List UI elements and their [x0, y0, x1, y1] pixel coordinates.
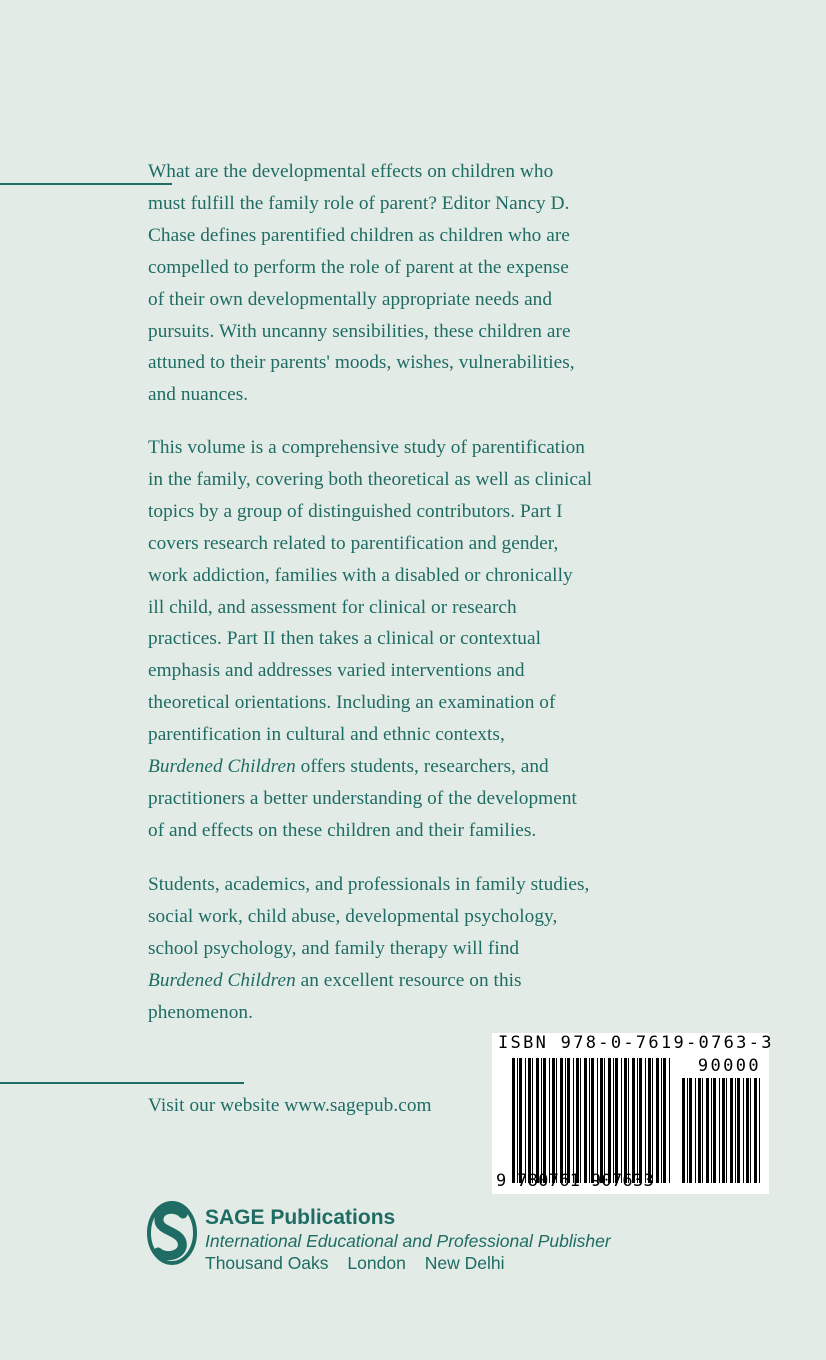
isbn-label: ISBN 978-0-7619-0763-3: [498, 1033, 774, 1053]
barcode-bar: [613, 1058, 614, 1183]
book-title: Burdened Children: [148, 969, 296, 991]
barcode-bar: [580, 1058, 581, 1183]
barcode-bar: [713, 1078, 716, 1183]
text-line: and nuances.: [148, 384, 249, 406]
barcode-bar: [682, 1078, 685, 1183]
text-line: covers research related to parentification and gender,: [148, 532, 559, 554]
barcode-bar: [589, 1058, 590, 1183]
barcode-bar: [517, 1058, 518, 1183]
barcode-bar: [645, 1058, 646, 1183]
text-line: of their own developmentally appropriate needs and: [148, 288, 553, 310]
text-line: parentification in cultural and ethnic contexts,: [148, 724, 505, 746]
city: London: [347, 1253, 406, 1273]
description-paragraph-2: [148, 432, 688, 847]
barcode-bar: [541, 1058, 542, 1183]
barcode-bar: [652, 1058, 653, 1183]
barcode-bar: [567, 1058, 570, 1183]
barcode-bar: [512, 1058, 515, 1183]
text-line: social work, child abuse, developmental psychology,: [148, 905, 558, 927]
description-paragraph-3: [148, 869, 688, 1029]
barcode-bar: [556, 1058, 557, 1183]
barcode-bar: [543, 1058, 546, 1183]
text-fragment: offers students, researchers, and: [295, 756, 549, 778]
barcode-bar: [702, 1078, 703, 1183]
text-line: practices. Part II then takes a clinical or contextual: [148, 628, 541, 650]
text-line: [148, 965, 688, 997]
text-line: ill child, and assessment for clinical or research: [148, 596, 517, 618]
barcode-bar: [615, 1058, 618, 1183]
barcode-bar: [608, 1058, 611, 1183]
barcode-bar: [663, 1058, 666, 1183]
book-title: Burdened Children: [148, 756, 296, 778]
text-line: emphasis and addresses varied interventions and: [148, 660, 525, 682]
barcode-bar: [584, 1058, 587, 1183]
barcode-bar: [632, 1058, 635, 1183]
barcode-bar: [735, 1078, 736, 1183]
text-line: attuned to their parents' moods, wishes, vulnerabilities,: [148, 352, 575, 374]
website-line: Visit our website www.sagepub.com: [148, 1095, 432, 1116]
barcode-bar: [661, 1058, 662, 1183]
barcode-bar: [591, 1058, 594, 1183]
bottom-rule: [0, 1082, 244, 1084]
barcode-bar: [560, 1058, 563, 1183]
barcode-bar: [576, 1058, 579, 1183]
text-line: phenomenon.: [148, 1001, 253, 1023]
barcode-bar: [711, 1078, 712, 1183]
text-line: [148, 751, 688, 783]
top-rule: [0, 183, 172, 185]
barcode-bar: [536, 1058, 539, 1183]
publisher-tagline: International Educational and Professional Publisher: [205, 1231, 611, 1251]
barcode-bar: [698, 1078, 701, 1183]
barcode-bar: [687, 1078, 688, 1183]
barcode-bar: [754, 1078, 757, 1183]
barcode-bar: [628, 1058, 629, 1183]
barcode-bar: [719, 1078, 720, 1183]
barcode-bar: [730, 1078, 733, 1183]
text-line: Chase defines parentified children as children who are: [148, 224, 570, 246]
city: Thousand Oaks: [205, 1253, 329, 1273]
barcode-bar: [624, 1058, 627, 1183]
barcode-digits: 9 780761 907633: [496, 1171, 655, 1191]
barcode-bar: [737, 1078, 740, 1183]
barcode-bar: [656, 1058, 659, 1183]
barcode-bar: [669, 1058, 670, 1183]
description-paragraph-1: [148, 156, 688, 411]
barcode-bar: [519, 1058, 522, 1183]
barcode-bar: [648, 1058, 651, 1183]
barcode-bar: [743, 1078, 744, 1183]
sage-logo-icon: [146, 1200, 198, 1266]
text-line: theoretical orientations. Including an examination of: [148, 692, 556, 714]
city: New Delhi: [424, 1253, 505, 1273]
barcode-bar: [689, 1078, 692, 1183]
barcode-bar: [750, 1078, 751, 1183]
text-line: This volume is a comprehensive study of parentification: [148, 437, 586, 458]
barcode-bar: [637, 1058, 638, 1183]
text-line: compelled to perform the role of parent at the expense: [148, 256, 569, 278]
barcode-bar: [525, 1058, 526, 1183]
barcode-bar: [573, 1058, 574, 1183]
text-fragment: an excellent resource on this: [295, 969, 522, 991]
text-line: Students, academics, and professionals in family studies,: [148, 874, 590, 895]
text-line: practitioners a better understanding of the development: [148, 787, 577, 809]
barcode-bar: [565, 1058, 566, 1183]
barcode-bar: [706, 1078, 709, 1183]
text-line: school psychology, and family therapy will find: [148, 937, 520, 959]
barcode-bar: [722, 1078, 725, 1183]
text-line: must fulfill the family role of parent? Editor Nancy D.: [148, 192, 570, 214]
publisher-name: SAGE Publications: [205, 1206, 396, 1229]
text-line: topics by a group of distinguished contributors. Part I: [148, 500, 563, 522]
barcode-bar: [746, 1078, 749, 1183]
text-line: of and effects on these children and their families.: [148, 819, 537, 841]
text-line: in the family, covering both theoretical as well as clinical: [148, 468, 592, 490]
barcode-bar: [532, 1058, 533, 1183]
barcode-bar: [695, 1078, 696, 1183]
barcode-bar: [600, 1058, 603, 1183]
text-line: pursuits. With uncanny sensibilities, these children are: [148, 320, 571, 342]
barcode-bar: [552, 1058, 555, 1183]
barcode-bars: [492, 1033, 769, 1194]
price-code: 90000: [697, 1056, 761, 1076]
barcode-bar: [639, 1058, 642, 1183]
barcode-bar: [726, 1078, 727, 1183]
text-line: work addiction, families with a disabled or chronically: [148, 564, 573, 586]
text-line: What are the developmental effects on children who: [148, 161, 554, 182]
barcode-bar: [759, 1078, 760, 1183]
barcode-bar: [549, 1058, 550, 1183]
barcode-bar: [621, 1058, 622, 1183]
barcode-bar: [604, 1058, 605, 1183]
barcode-bar: [528, 1058, 531, 1183]
barcode: [492, 1033, 774, 1194]
barcode-bar: [597, 1058, 598, 1183]
publisher-cities: [205, 1253, 518, 1274]
